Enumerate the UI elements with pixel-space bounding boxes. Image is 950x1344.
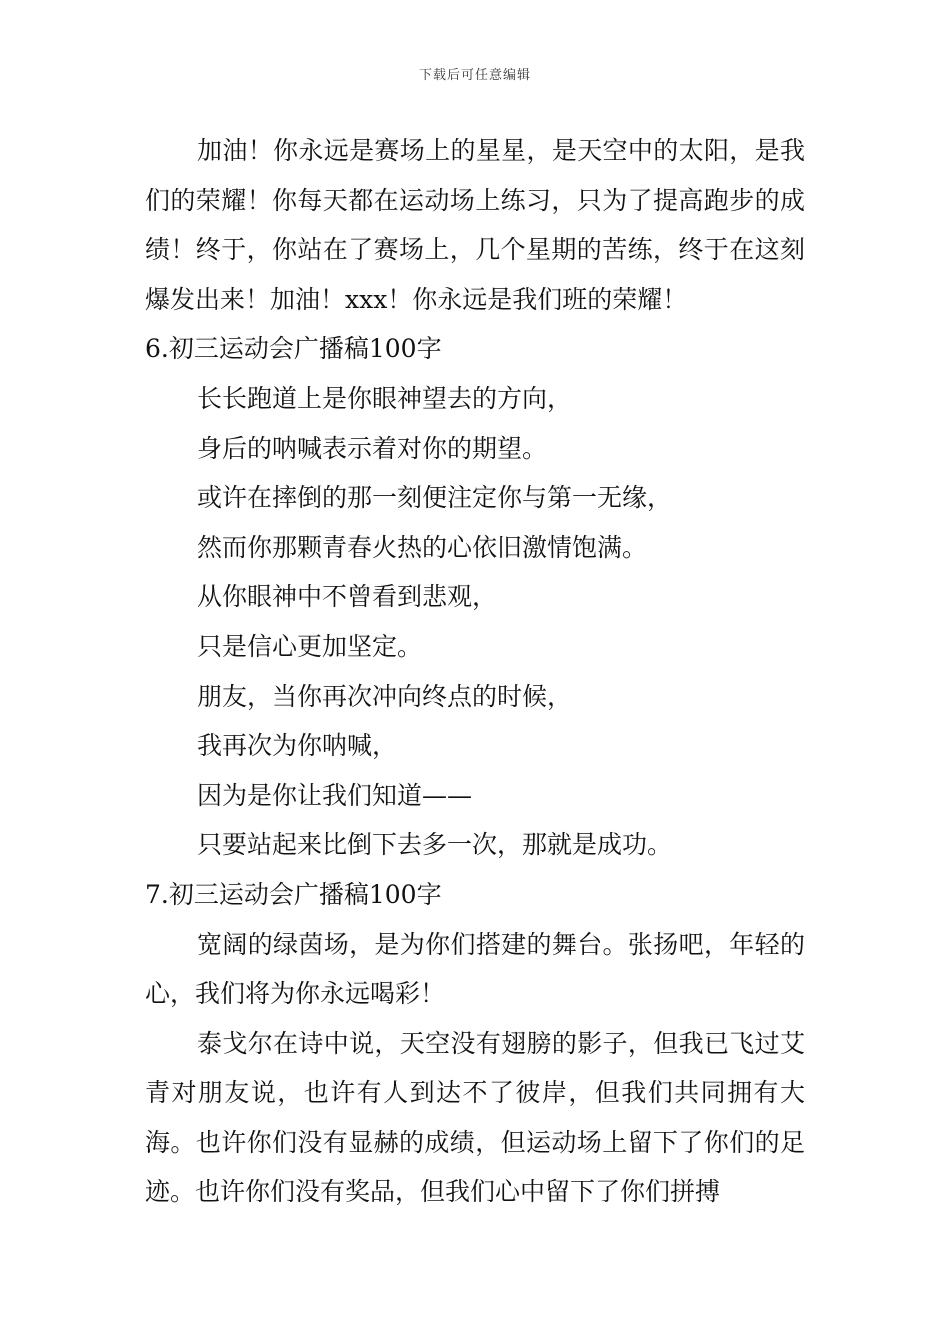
poem-line: 或许在摔倒的那一刻便注定你与第一无缘， [197,483,673,513]
poem-line: 然而你那颗青春火热的心依旧激情饱满。 [197,532,648,562]
poem-line: 从你眼神中不曾看到悲观， [197,582,498,612]
poem-line: 只是信心更加坚定。 [197,631,423,661]
paragraph: 泰戈尔在诗中说，天空没有翅膀的影子，但我已飞过艾青对朋友说，也许有人到达不了彼岸，但我们共同拥有大海。也许你们没有显赫的成绩，但运动场上留下了你们的足迹。也许你们没有奖品，但我们心中留下了你们拼搏 [145,1028,805,1207]
paragraph: 宽阔的绿茵场，是为你们搭建的舞台。张扬吧，年轻的心，我们将为你永远喝彩！ [145,929,805,1009]
poem-line: 朋友，当你再次冲向终点的时候， [197,681,573,711]
poem-line: 长长跑道上是你眼神望去的方向， [197,383,573,413]
poem-line: 只要站起来比倒下去多一次，那就是成功。 [197,830,673,860]
poem-line: 身后的呐喊表示着对你的期望。 [197,433,548,463]
section-heading: 6.初三运动会广播稿100字 [145,334,442,364]
paragraph: 加油！你永远是赛场上的星星，是天空中的太阳，是我们的荣耀！你每天都在运动场上练习，只为了提高跑步的成绩！终于，你站在了赛场上，几个星期的苦练，终于在这刻爆发出来！加油！xxx！你永远是我们班的荣耀！ [145,136,805,314]
document-body [145,126,805,1217]
page-header: 下载后可任意编辑 [418,68,531,83]
poem-line: 因为是你让我们知道—— [197,780,473,810]
section-heading: 7.初三运动会广播稿100字 [145,879,442,909]
poem-line: 我再次为你呐喊， [197,731,398,761]
